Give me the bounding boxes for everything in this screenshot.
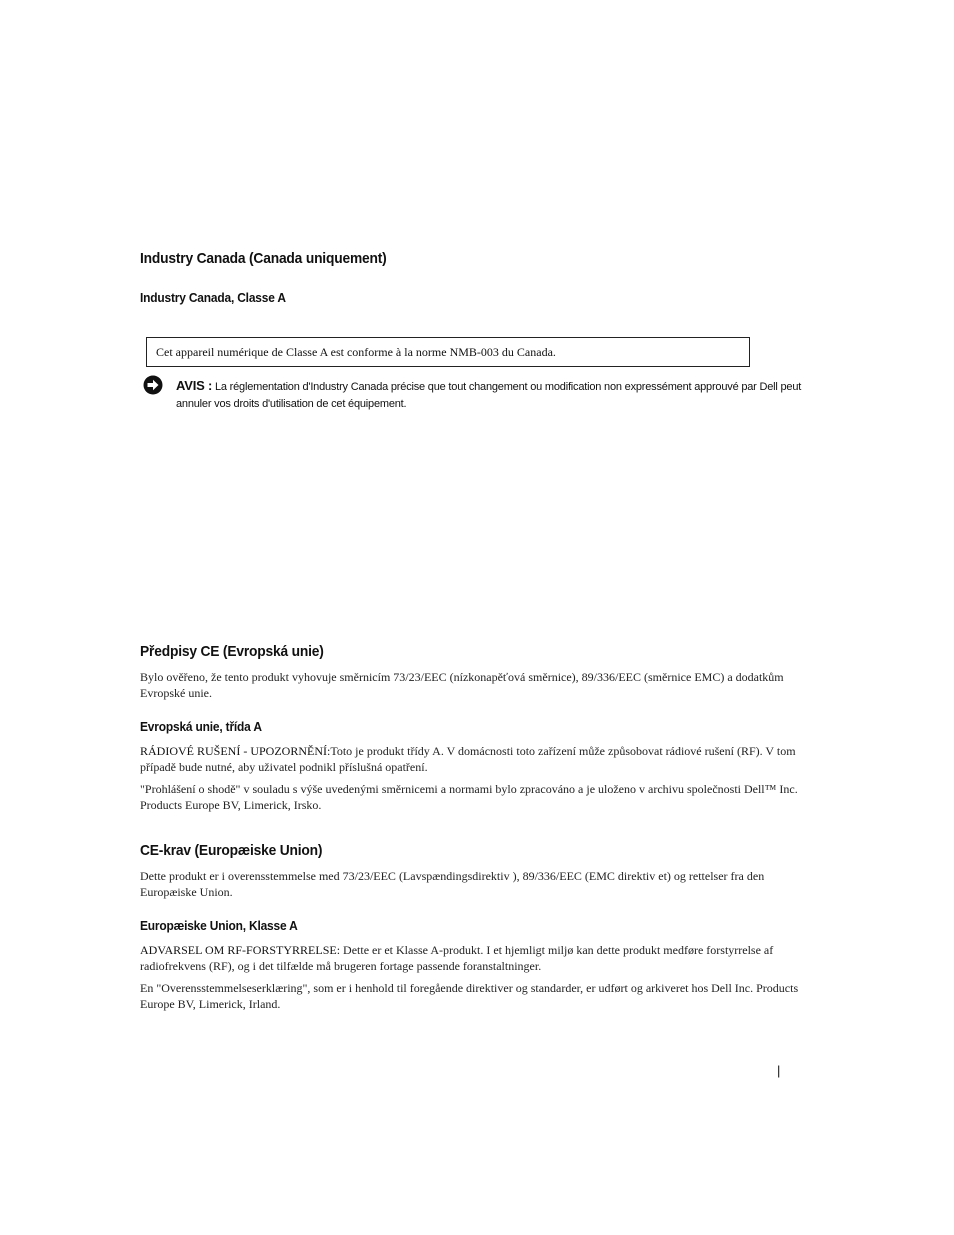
czech-warning-paragraph	[140, 743, 815, 775]
subheading-industry-canada-class-a: Industry Canada, Classe A	[140, 290, 286, 305]
notice-text: La réglementation d'Industry Canada précise que tout changement ou modification non expressément approuvé par Dell peut annuler vos droits d'utilisation de cet équipement.	[176, 381, 802, 410]
section-heading-industry-canada: Industry Canada (Canada uniquement)	[140, 250, 387, 267]
compliance-statement-text: Cet appareil numérique de Classe A est conforme à la norme NMB-003 du Canada.	[156, 345, 556, 359]
notice-arrow-icon	[143, 375, 163, 395]
compliance-statement-box	[146, 337, 750, 367]
danish-declaration-paragraph: En "Overensstemmelseserklæring", som er i henhold til foregående direktiver og standarder, er udført og arkiveret hos Dell Inc. Products Europe BV, Limerick, Irland.	[140, 981, 799, 1011]
czech-intro-paragraph: Bylo ověřeno, že tento produkt vyhovuje směrnicím 73/23/EEC (nízkonapěťová směrnice), 89/336/EEC (směrnice EMC) a dodatkům Evropské unie.	[140, 670, 784, 700]
notice-paragraph	[176, 377, 826, 413]
czech-declaration-paragraph: "Prohlášení o shodě" v souladu s výše uvedenými směrnicemi a normami bylo zpracováno a je uloženo v archivu společnosti Dell™ Inc. Products Europe BV, Limerick, Irsko.	[140, 782, 798, 812]
subheading-eu-class-a-czech: Evropská unie, třída A	[140, 719, 262, 734]
page-number-marker: |	[777, 1063, 781, 1078]
danish-warning-paragraph	[140, 942, 815, 974]
czech-warning-text: Toto je produkt třídy A. V domácnosti toto zařízení může způsobovat rádiové rušení (RF). V tom případě bude nutné, aby uživatel podnikl příslušná opatření.	[140, 744, 796, 774]
danish-warning-lead: ADVARSEL OM RF-FORSTYRRELSE:	[140, 943, 341, 957]
section-heading-ce-czech: Předpisy CE (Evropská unie)	[140, 643, 324, 660]
section-heading-ce-danish: CE-krav (Europæiske Union)	[140, 842, 323, 859]
danish-intro-paragraph: Dette produkt er i overensstemmelse med 73/23/EEC (Lavspændingsdirektiv ), 89/336/EEC (EMC direktiv et) og rettelser fra den Europæiske Union.	[140, 869, 765, 899]
notice-label: AVIS :	[176, 378, 213, 393]
danish-warning-text: Dette er et Klasse A-produkt. I et hjemligt miljø kan dette produkt medføre forstyrrelse af radiofrekvens (RF), og i det tilfælde må brugeren fortage passende foranstaltninger.	[140, 943, 774, 973]
subheading-eu-class-a-danish: Europæiske Union, Klasse A	[140, 918, 298, 933]
czech-warning-lead: RÁDIOVÉ RUŠENÍ - UPOZORNĚNÍ:	[140, 744, 331, 758]
